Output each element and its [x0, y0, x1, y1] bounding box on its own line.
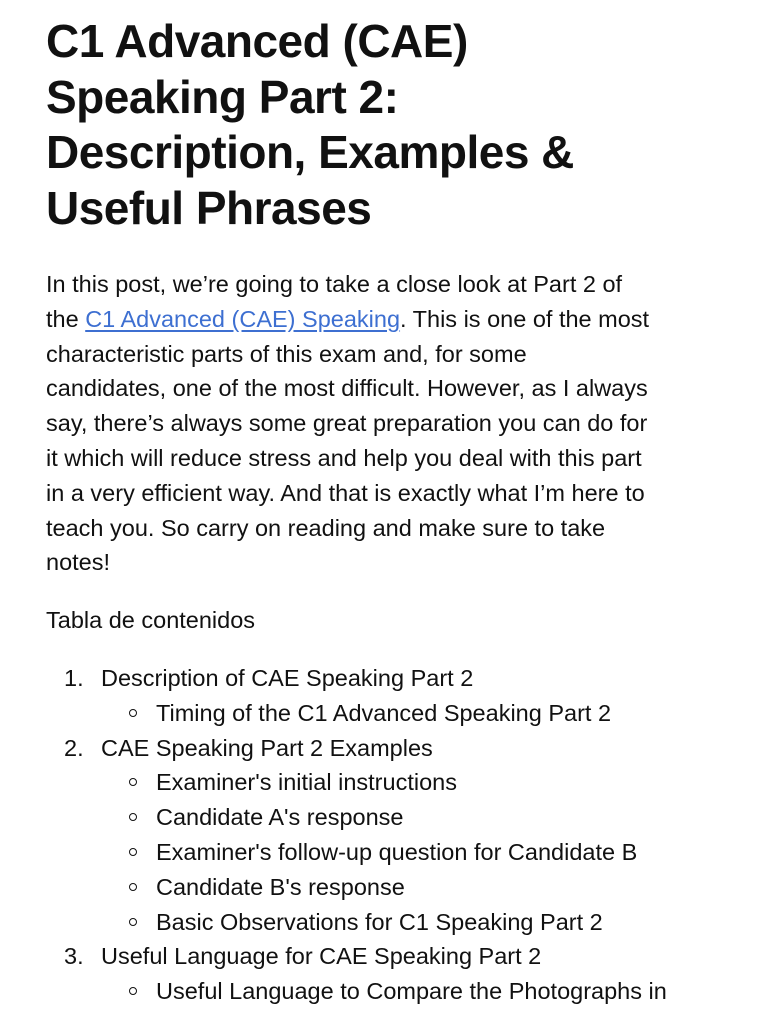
intro-line: characteristic parts of this exam and, for some [46, 340, 527, 367]
intro-line: notes! [46, 549, 111, 576]
title-line: Speaking Part 2: [46, 70, 399, 123]
toc-subitem-label[interactable]: Timing of the C1 Advanced Speaking Part 2 [156, 699, 612, 726]
circle-bullet-icon [129, 709, 137, 717]
toc-subitem[interactable] [101, 800, 722, 835]
toc-subitem[interactable] [101, 696, 722, 731]
circle-bullet-icon [129, 813, 137, 821]
title-line: Useful Phrases [46, 181, 372, 234]
toc-subitem[interactable] [101, 905, 722, 940]
toc-subitem[interactable] [101, 974, 722, 1009]
toc-subitem-label[interactable]: Basic Observations for C1 Speaking Part 2 [156, 908, 603, 935]
toc-subitem[interactable] [101, 835, 722, 870]
intro-line: In this post, we’re going to take a close look at Part 2 of [46, 271, 623, 297]
intro-line: in a very efficient way. And that is exactly what I’m here to [46, 479, 645, 506]
intro-text: the [46, 305, 86, 332]
toc-item-label[interactable]: CAE Speaking Part 2 Examples [101, 734, 433, 761]
title-line: Description, Examples & [46, 126, 574, 178]
circle-bullet-icon [129, 778, 137, 786]
intro-line: candidates, one of the most difficult. However, as I always [46, 375, 648, 402]
toc-subitem[interactable] [101, 870, 722, 905]
toc-subitem[interactable] [101, 765, 722, 800]
toc-sublist [101, 696, 722, 731]
toc-subitem-label[interactable]: Candidate A's response [156, 804, 404, 831]
toc-item-number: 1. [64, 664, 84, 691]
toc-item-useful-language[interactable] [46, 939, 722, 1009]
intro-text: . This is one of the most [400, 305, 650, 332]
toc-item-label[interactable]: Useful Language for CAE Speaking Part 2 [101, 943, 542, 970]
intro-line: teach you. So carry on reading and make sure to take [46, 514, 606, 541]
toc-sublist [101, 765, 722, 939]
circle-bullet-icon [129, 918, 137, 926]
circle-bullet-icon [129, 848, 137, 856]
article-title [46, 14, 722, 236]
toc-item-number: 2. [64, 734, 84, 761]
intro-line [46, 302, 722, 337]
title-line: C1 Advanced (CAE) [46, 15, 468, 67]
toc-title: Tabla de contenidos [46, 607, 256, 634]
table-of-contents [46, 661, 722, 1009]
toc-subitem-label[interactable]: Useful Language to Compare the Photographs in [156, 978, 667, 1005]
toc-item-number: 3. [64, 943, 84, 970]
intro-line: say, there’s always some great preparation you can do for [46, 410, 648, 437]
toc-item-description[interactable] [46, 661, 722, 731]
cae-speaking-link[interactable]: C1 Advanced (CAE) Speaking [85, 305, 401, 332]
toc-subitem-label[interactable]: Examiner's initial instructions [156, 769, 457, 796]
toc-item-examples[interactable] [46, 731, 722, 940]
circle-bullet-icon [129, 987, 137, 995]
toc-subitem-label[interactable]: Examiner's follow-up question for Candidate B [156, 838, 638, 865]
intro-paragraph [46, 267, 722, 580]
circle-bullet-icon [129, 883, 137, 891]
intro-line: it which will reduce stress and help you deal with this part [46, 444, 642, 471]
toc-subitem-label[interactable]: Candidate B's response [156, 873, 405, 900]
toc-item-label[interactable]: Description of CAE Speaking Part 2 [101, 664, 474, 691]
toc-sublist [101, 974, 722, 1009]
